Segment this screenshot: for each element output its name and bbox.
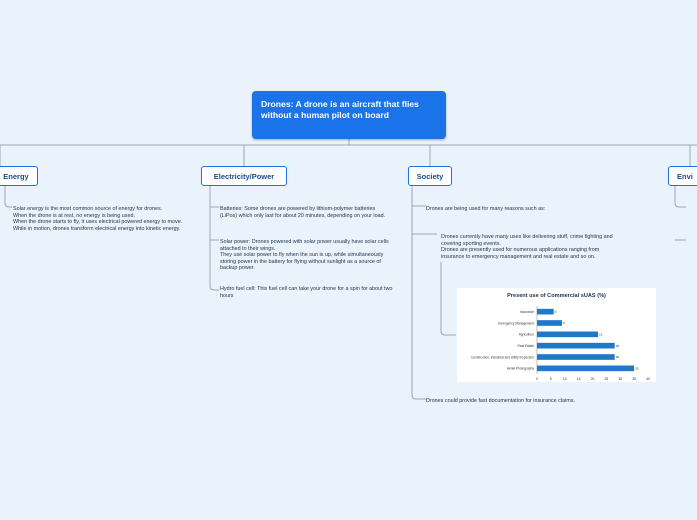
commercial-suas-chart-svg [457, 288, 656, 382]
chart-title: Present use of Commercial sUAS (%) [507, 293, 606, 299]
chart-x-tick-label: 25 [604, 377, 609, 381]
chart-category-label: Real Estate [517, 343, 534, 348]
chart-x-tick-label: 0 [536, 377, 538, 381]
chart-data-label: 9 [562, 321, 565, 326]
solar-power-note-line: Solar power: Drones powered with solar power usually have solar cells attached to their wings. [220, 239, 389, 252]
society-uses-line: Drones currently have many uses like delivering stuff, crime fighting and covering sporting events. [441, 234, 613, 247]
chart-bar [537, 366, 634, 372]
insurance-note-text: Drones could provide fast documentation for insurance claims. [426, 398, 575, 404]
chart-x-tick-label: 5 [549, 377, 552, 381]
chart-data-label: 35 [635, 366, 639, 371]
society-intro-note[interactable] [426, 206, 606, 213]
commercial-suas-chart[interactable] [457, 288, 656, 382]
society-intro-text: Drones are being used for many reasons such as: [426, 206, 546, 212]
chart-bar [537, 354, 615, 360]
chart-bar [537, 309, 554, 315]
solar-power-note[interactable] [220, 239, 396, 272]
energy-note-line: Solar energy is the most common source of energy for drones. [13, 206, 163, 212]
insurance-note[interactable] [426, 398, 626, 405]
chart-category-label: Agriculture [518, 332, 534, 337]
branch-electricity-power[interactable] [201, 166, 287, 186]
chart-category-label: Emergency Management [498, 321, 534, 326]
branch-environment-label: Envi [677, 171, 693, 181]
chart-x-tick-label: 20 [590, 377, 595, 381]
branch-energy[interactable] [0, 166, 38, 186]
batteries-note[interactable] [220, 206, 390, 219]
chart-x-tick-label: 10 [562, 377, 567, 381]
chart-x-tick-label: 30 [618, 377, 623, 381]
solar-power-note-line: They use solar power to fly when the sun is up, while simultaneously storing power in the battery for flying without sunlight as a source of backup power. [220, 252, 384, 272]
hydro-fuel-cell-note-text: Hydro fuel cell: This fuel cell can take your drone for a spin for about two hours [220, 286, 393, 299]
branch-environment[interactable] [668, 166, 697, 186]
chart-category-label: Insurance [520, 309, 534, 314]
chart-category-label: Aerial Photography [506, 366, 534, 371]
hydro-fuel-cell-note[interactable] [220, 286, 398, 299]
chart-data-label: 6 [554, 309, 557, 314]
branch-society[interactable] [408, 166, 452, 186]
chart-bar [537, 343, 615, 349]
energy-note-line: While in motion, drones transform electrical energy into kinetic energy. [13, 225, 181, 232]
society-uses-note[interactable] [441, 234, 617, 260]
chart-x-tick-label: 35 [632, 377, 637, 381]
energy-note-line: When the drone starts to fly, it uses electrical powered energy to move. [13, 219, 183, 226]
chart-bar [537, 320, 562, 326]
branch-society-label: Society [416, 171, 444, 181]
chart-x-tick-label: 15 [576, 377, 581, 381]
energy-note-line: When the drone is at rest, no energy is being used. [13, 212, 135, 219]
chart-category-label: Construction, Industrial and Utility Inspection [471, 355, 534, 360]
chart-x-tick-label: 40 [646, 377, 650, 381]
central-topic[interactable] [252, 91, 446, 139]
chart-bar [537, 332, 598, 338]
chart-data-label: 28 [615, 343, 620, 348]
central-topic-title: Drones: A drone is an aircraft that flies without a human pilot on board [261, 99, 419, 120]
branch-electricity-power-label: Electricity/Power [213, 171, 275, 181]
energy-note[interactable] [13, 206, 193, 232]
branch-energy-label: Energy [3, 171, 29, 181]
batteries-note-text: Batteries: Some drones are powered by lithium-polymer batteries (LiPos) which only last for about 20 minutes, depending on your load. [220, 206, 386, 219]
society-uses-line: Drones are presently used for numerous applications ranging from insurance to emergency management and real estate and so on. [441, 247, 600, 260]
chart-data-label: 22 [599, 332, 603, 337]
chart-data-label: 28 [615, 355, 620, 360]
